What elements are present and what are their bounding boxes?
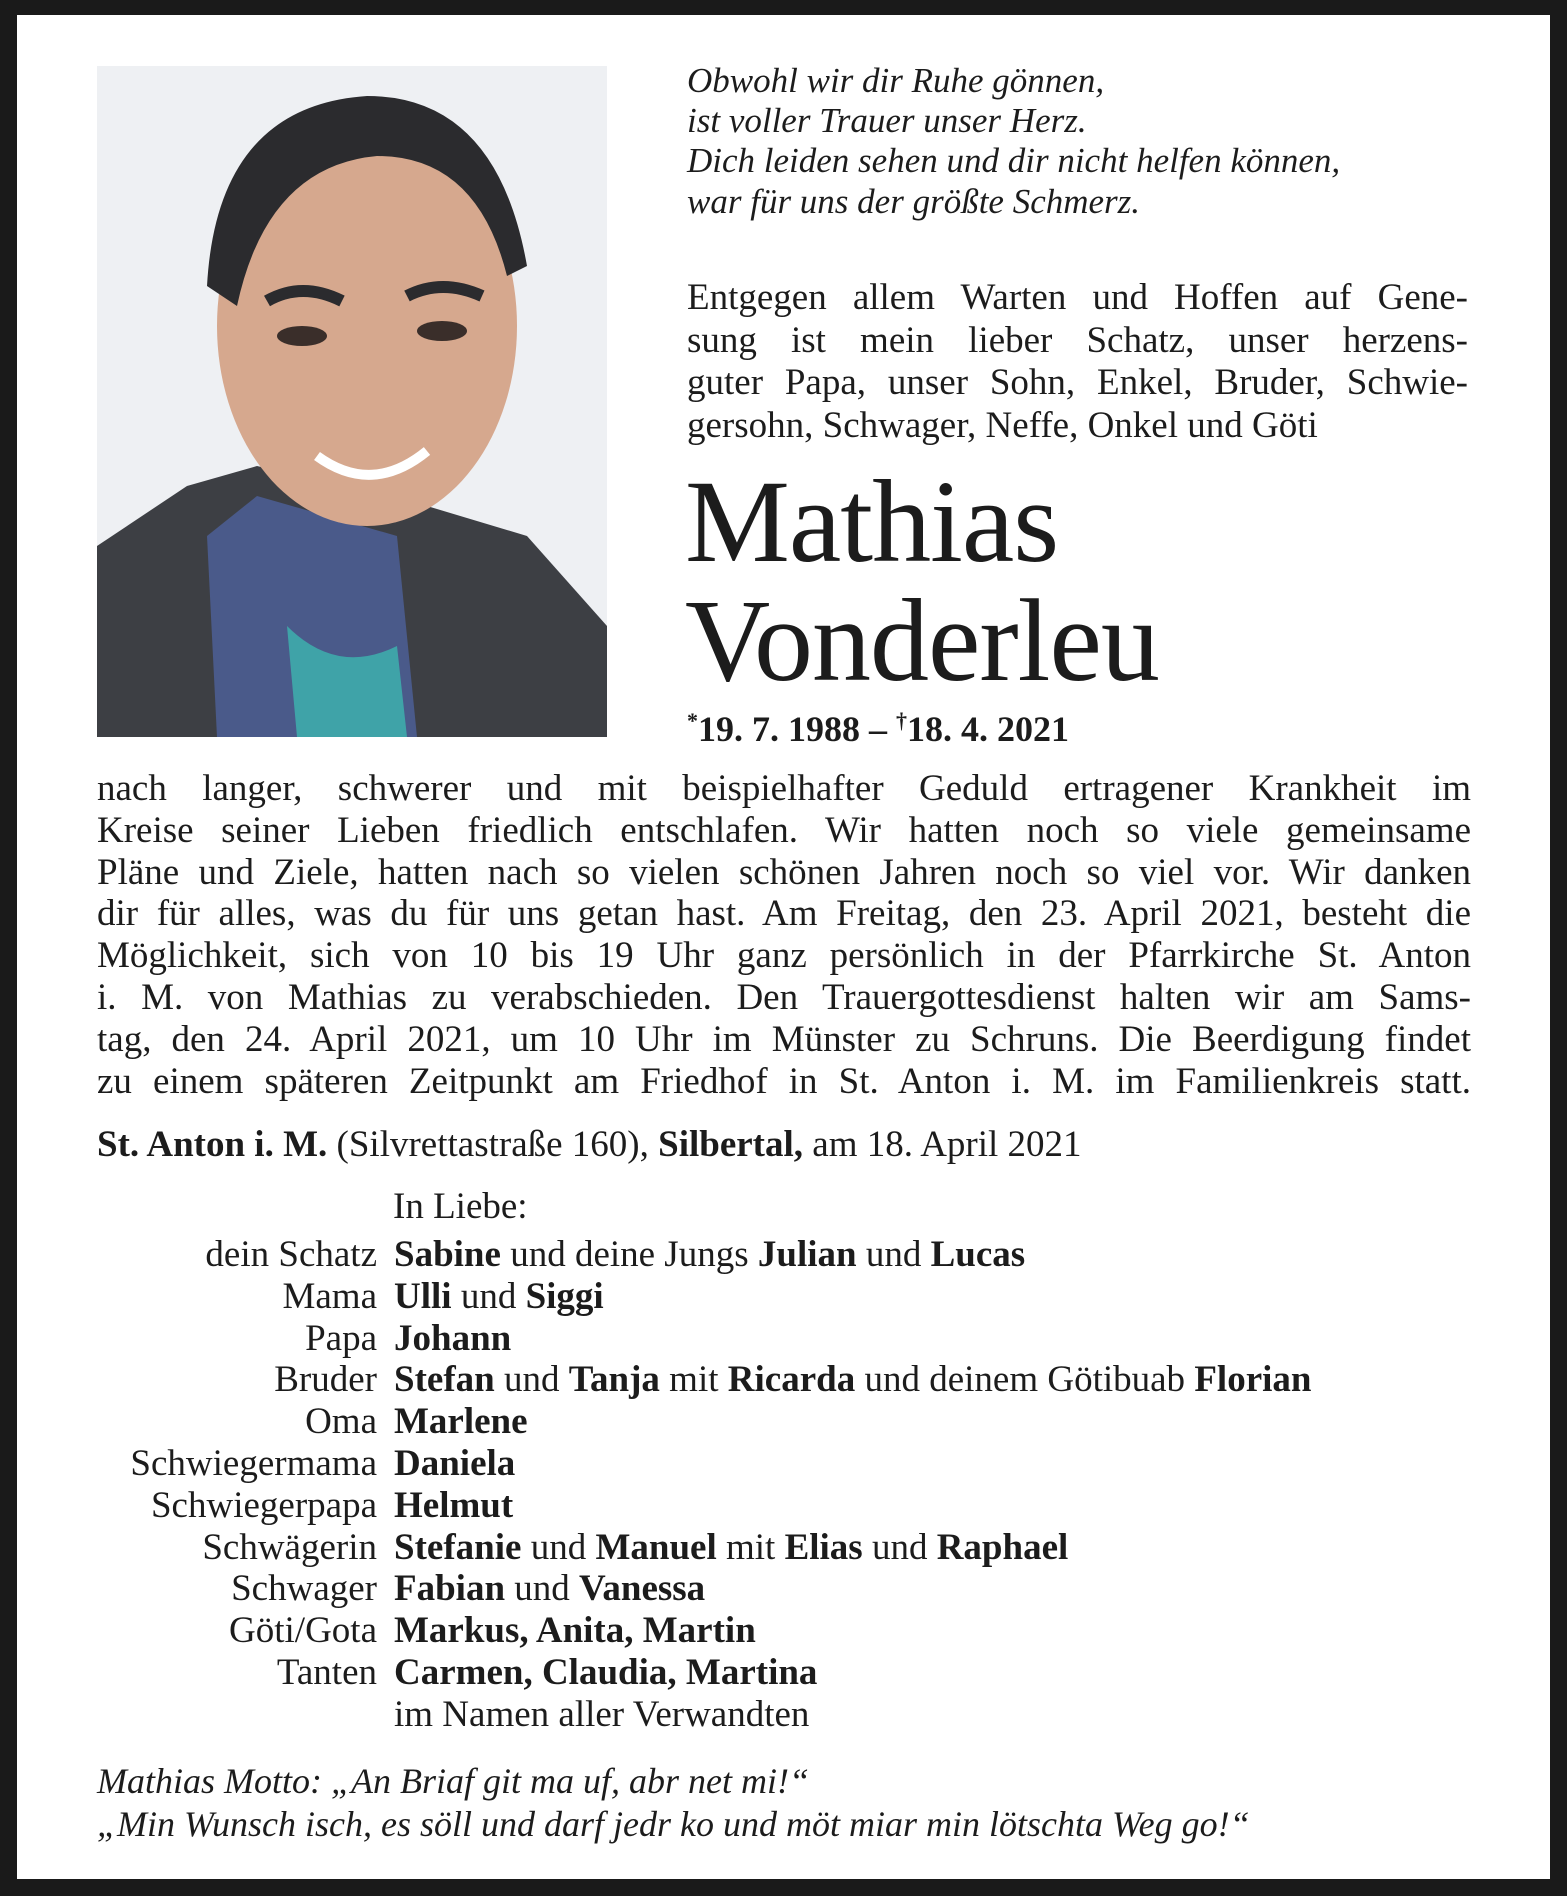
connector-text: und — [494, 1359, 569, 1401]
relative-name: Florian — [1194, 1359, 1312, 1401]
relative-name: Raphael — [936, 1526, 1069, 1568]
relation-label: Papa — [305, 1317, 377, 1359]
relative-names — [394, 1234, 1025, 1276]
connector-text: und deinem Götibuab — [855, 1359, 1195, 1401]
place-name: St. Anton i. M. — [97, 1124, 328, 1165]
intro-line: guter Papa, unser Sohn, Enkel, Bruder, Schwie- — [687, 362, 1468, 403]
death-date: 18. 4. 2021 — [907, 709, 1069, 749]
deceased-last-name: Vonderleu — [685, 575, 1159, 706]
body-line: zu einem späteren Zeitpunkt am Friedhof in St. Anton i. M. im Familienkreis statt. — [97, 1060, 1471, 1102]
relative-names — [394, 1318, 511, 1360]
relative-names — [394, 1359, 1311, 1401]
relative-name: Siggi — [525, 1275, 604, 1317]
relative-name: Ricarda — [727, 1359, 856, 1401]
relation-label: Schwiegermama — [130, 1442, 377, 1484]
relative-name: Julian — [757, 1234, 857, 1275]
date-separator: – — [860, 709, 896, 749]
family-row — [77, 1318, 1311, 1360]
life-dates — [687, 708, 1069, 750]
family-row — [77, 1694, 1311, 1736]
relative-names — [394, 1568, 705, 1610]
body-line: dir für alles, was du für uns getan hast. Am Freitag, den 23. April 2021, besteht die — [97, 893, 1471, 935]
motto-line: Mathias Motto: „An Briaf git ma uf, abr net mi!“ — [97, 1761, 810, 1801]
body-line: Kreise seiner Lieben friedlich entschlafen. Wir hatten noch so viele gemeinsame — [97, 809, 1471, 851]
relation-label — [77, 1694, 394, 1736]
body-paragraph — [97, 768, 1471, 1102]
relative-name: Markus, Anita, Martin — [394, 1610, 756, 1652]
connector-text: und — [505, 1568, 580, 1610]
relative-name: Marlene — [394, 1401, 528, 1443]
poem-line: war für uns der größte Schmerz. — [687, 182, 1141, 221]
body-line: Möglichkeit, sich von 10 bis 19 Uhr ganz persönlich in der Pfarrkirche St. Anton — [97, 935, 1471, 977]
birth-symbol: * — [687, 708, 698, 733]
in-liebe-heading: In Liebe: — [393, 1186, 528, 1227]
relative-name: Stefan — [394, 1359, 495, 1401]
deceased-first-name: Mathias — [685, 456, 1059, 587]
relative-name: Stefanie — [394, 1526, 522, 1568]
portrait-photo — [97, 66, 607, 737]
relative-names — [394, 1276, 604, 1318]
family-row — [77, 1276, 1311, 1318]
relation-label: Tanten — [276, 1651, 377, 1693]
connector-text: mit — [716, 1526, 785, 1568]
relative-names — [394, 1694, 809, 1736]
connector-text: und — [521, 1526, 596, 1568]
family-row — [77, 1610, 1311, 1652]
obituary-card — [17, 15, 1550, 1879]
relative-name: Tanja — [568, 1359, 660, 1401]
relative-names — [394, 1401, 528, 1443]
body-line: nach langer, schwerer und mit beispielhafter Geduld ertragener Krankheit im — [97, 768, 1471, 809]
connector-text: mit — [659, 1359, 728, 1401]
birth-date: 19. 7. 1988 — [698, 709, 860, 749]
relation-label: Mama — [282, 1275, 377, 1317]
poem-line: ist voller Trauer unser Herz. — [687, 101, 1087, 140]
cross-symbol: † — [896, 708, 907, 733]
family-row — [77, 1485, 1311, 1527]
family-list — [77, 1234, 1311, 1736]
family-row — [77, 1527, 1311, 1569]
poem-line: Dich leiden sehen und dir nicht helfen können, — [687, 141, 1341, 180]
poem-line: Obwohl wir dir Ruhe gönnen, — [687, 61, 1105, 100]
intro-paragraph — [687, 277, 1468, 447]
family-row — [77, 1359, 1311, 1401]
relative-name: Manuel — [595, 1526, 717, 1568]
body-line: i. M. von Mathias zu verabschieden. Den Trauergottesdienst halten wir am Sams- — [97, 976, 1471, 1018]
relative-name: Carmen, Claudia, Martina — [394, 1651, 818, 1693]
location-date: am 18. April 2021 — [803, 1124, 1082, 1165]
family-row — [77, 1401, 1311, 1443]
family-row — [77, 1234, 1311, 1276]
intro-line: Entgegen allem Warten und Hoffen auf Gene- — [687, 277, 1468, 318]
relative-names — [394, 1443, 515, 1485]
relative-name: Ulli — [394, 1275, 452, 1317]
relative-name: Johann — [394, 1317, 512, 1359]
relative-names — [394, 1610, 756, 1652]
connector-text: und — [862, 1526, 937, 1568]
connector-text: und deine Jungs — [500, 1234, 758, 1275]
relation-label: Schwägerin — [202, 1526, 377, 1568]
family-row — [77, 1568, 1311, 1610]
motto-line: „Min Wunsch isch, es söll und darf jedr ko und möt miar min lötschta Weg go!“ — [97, 1804, 1250, 1844]
relation-label: Schwager — [231, 1568, 377, 1610]
connector-text: im Namen aller Verwandten — [394, 1693, 810, 1735]
relation-label: dein Schatz — [205, 1234, 377, 1275]
relative-name: Elias — [784, 1526, 863, 1568]
family-row — [77, 1443, 1311, 1485]
relative-name: Daniela — [394, 1442, 516, 1484]
relative-name: Sabine — [394, 1234, 501, 1275]
location-line — [97, 1123, 1082, 1166]
body-line: Pläne und Ziele, hatten nach so vielen schönen Jahren noch so viel vor. Wir danken — [97, 851, 1471, 893]
place-name: Silbertal, — [658, 1124, 804, 1165]
relation-label: Bruder — [274, 1359, 377, 1401]
relative-names — [394, 1527, 1068, 1569]
relation-label: Schwiegerpapa — [150, 1484, 377, 1526]
relative-names — [394, 1652, 817, 1694]
relation-label: Oma — [305, 1401, 377, 1443]
relative-name: Lucas — [930, 1234, 1026, 1275]
intro-line: sung ist mein lieber Schatz, unser herzens- — [687, 319, 1468, 361]
address: (Silvrettastraße 160), — [327, 1124, 659, 1165]
relative-name: Fabian — [394, 1568, 506, 1610]
intro-line: gersohn, Schwager, Neffe, Onkel und Göti — [687, 404, 1318, 446]
connector-text: und — [856, 1234, 931, 1275]
relative-names — [394, 1485, 513, 1527]
relation-label: Göti/Gota — [229, 1610, 377, 1652]
relative-name: Vanessa — [579, 1568, 706, 1610]
relative-name: Helmut — [394, 1484, 514, 1526]
body-line: tag, den 24. April 2021, um 10 Uhr im Münster zu Schruns. Die Beerdigung findet — [97, 1018, 1471, 1060]
connector-text: und — [451, 1275, 526, 1317]
family-row — [77, 1652, 1311, 1694]
